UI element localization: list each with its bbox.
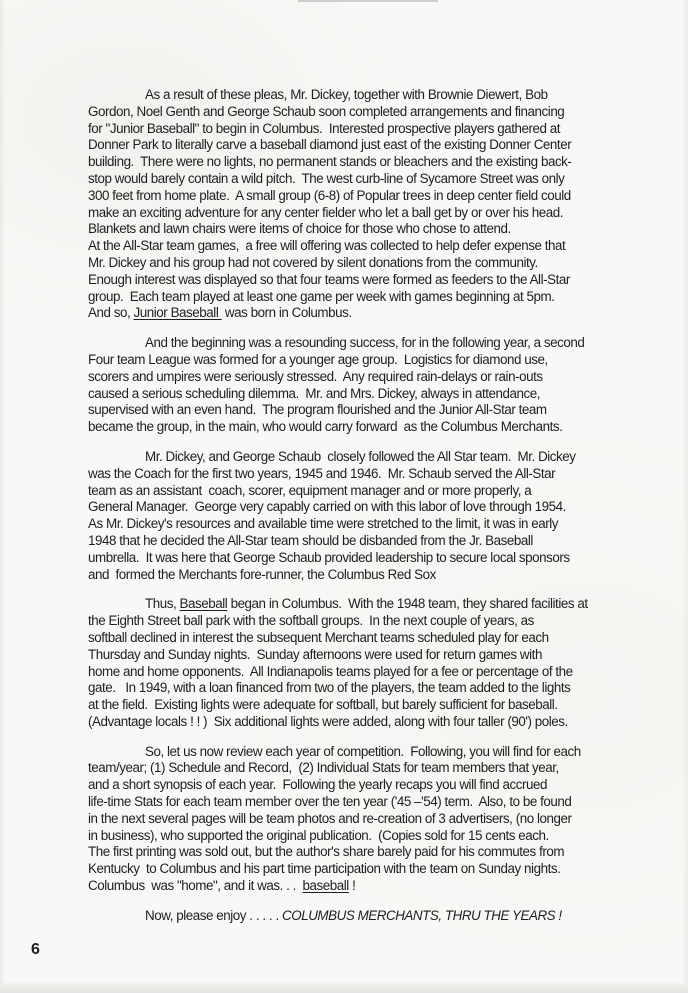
text-line (88, 104, 648, 121)
text-line (88, 289, 648, 306)
text-line (88, 664, 648, 681)
text-segment: COLUMBUS MERCHANTS, THRU THE YEARS ! (282, 907, 562, 923)
text-line (88, 596, 648, 613)
scan-edge-bottom (0, 981, 688, 993)
page-number: 6 (31, 941, 40, 958)
text-line (88, 714, 648, 731)
paragraph (88, 596, 648, 730)
text-segment: was the Coach for the first two years, 1945 and 1946. Mr. Schaub served the All-Star (88, 465, 556, 481)
text-segment: ! (348, 878, 356, 894)
paragraph (88, 335, 648, 436)
text-segment: became the group, in the main, who would carry forward as the Columbus Merchants. (88, 419, 563, 435)
text-line (88, 499, 648, 516)
text-line (88, 516, 648, 533)
text-line (88, 878, 648, 895)
text-segment: Thursday and Sunday nights. Sunday afternoons were used for return games with (88, 646, 542, 662)
text-segment: stop would barely contain a wild pitch. The west curb-line of Sycamore Street was only (88, 170, 565, 186)
text-line (88, 154, 648, 171)
text-segment: team/year; (1) Schedule and Record, (2) Individual Stats for team members that year, (88, 760, 559, 776)
text-line (88, 466, 648, 483)
text-line (88, 188, 648, 205)
text-segment: The first printing was sold out, but the author's share barely paid for his commutes from (88, 844, 565, 860)
text-line (88, 386, 648, 403)
text-segment: Gordon, Noel Genth and George Schaub soon completed arrangements and financing (88, 103, 565, 119)
text-line (88, 87, 648, 104)
text-line (88, 533, 648, 550)
text-line (88, 680, 648, 697)
document-body (88, 87, 648, 938)
text-line (88, 908, 648, 925)
text-line (88, 369, 648, 386)
text-segment: Junior Baseball (133, 305, 222, 321)
text-segment: supervised with an even hand. The program flourished and the Junior All-Star team (88, 402, 547, 418)
text-segment: the Eighth Street ball park with the softball groups. In the next couple of years, as (88, 613, 534, 629)
text-line (88, 744, 648, 761)
text-line (88, 844, 648, 861)
text-line (88, 171, 648, 188)
text-line (88, 335, 648, 352)
text-line (88, 352, 648, 369)
scan-edge-left (0, 0, 5, 993)
text-segment: And so, (88, 305, 134, 321)
text-line (88, 567, 648, 584)
text-segment: Mr. Dickey and his group had not covered by silent donations from the community. (88, 254, 538, 270)
text-line (88, 272, 648, 289)
text-segment: As a result of these pleas, Mr. Dickey, together with Brownie Diewert, Bob (145, 87, 548, 102)
text-segment: baseball (302, 878, 349, 894)
text-segment: make an exciting adventure for any center fielder who let a ball get by or over his head. (88, 204, 564, 220)
text-segment: At the All-Star team games, a free will offering was collected to help defer expense that (88, 238, 566, 254)
text-segment: General Manager. George very capably carried on with this labor of love through 1954. (88, 499, 566, 515)
paragraph (88, 908, 648, 925)
text-segment: Thus, (145, 596, 180, 612)
text-segment: (Advantage locals ! ! ) Six additional lights were added, along with four taller (90') poles. (88, 713, 568, 729)
text-segment: So, let us now review each year of competition. Following, you will find for each (145, 743, 581, 759)
text-line (88, 238, 648, 255)
text-segment: for "Junior Baseball" to begin in Columbus. Interested prospective players gathered at (88, 120, 561, 136)
text-line (88, 305, 648, 322)
text-segment: Mr. Dickey, and George Schaub closely followed the All Star team. Mr. Dickey (145, 448, 576, 464)
text-line (88, 550, 648, 567)
text-segment: life-time Stats for each team member over the ten year ('45 –'54) term. Also, to be found (88, 794, 572, 810)
text-segment: and a short synopsis of each year. Following the yearly recaps you will find accrued (88, 777, 547, 793)
text-segment: and formed the Merchants fore-runner, the Columbus Red Sox (88, 566, 436, 582)
text-segment: in the next several pages will be team photos and re-creation of 3 advertisers, (no longer (88, 810, 572, 826)
text-segment: home and home opponents. All Indianapolis teams played for a fee or percentage of the (88, 663, 573, 679)
text-line (88, 777, 648, 794)
text-line (88, 137, 648, 154)
text-segment: at the field. Existing lights were adequate for softball, but barely sufficient for baseball. (88, 697, 558, 713)
text-segment: Enough interest was displayed so that four teams were formed as feeders to the All-Star (88, 271, 570, 287)
text-line (88, 811, 648, 828)
text-segment: caused a serious scheduling dilemma. Mr. and Mrs. Dickey, always in attendance, (88, 385, 540, 401)
paragraph (88, 744, 648, 895)
scan-edge-right (682, 0, 688, 993)
text-segment: umbrella. It was here that George Schaub provided leadership to secure local sponsors (88, 549, 570, 565)
text-segment: began in Columbus. With the 1948 team, they shared facilities at (227, 596, 588, 612)
text-line (88, 861, 648, 878)
text-segment: group. Each team played at least one game per week with games beginning at 5pm. (88, 288, 555, 304)
paragraph (88, 87, 648, 322)
text-segment: 300 feet from home plate. A small group (6-8) of Popular trees in deep center field could (88, 187, 571, 203)
text-line (88, 419, 648, 436)
text-line (88, 760, 648, 777)
text-line (88, 630, 648, 647)
text-segment: building. There were no lights, no permanent stands or bleachers and the existing back- (88, 154, 572, 170)
text-segment: Now, please enjoy . . . . . (145, 907, 283, 923)
text-line (88, 697, 648, 714)
text-line (88, 205, 648, 222)
text-segment: Blankets and lawn chairs were items of choice for those who chose to attend. (88, 221, 511, 237)
text-segment: Baseball (179, 596, 228, 612)
text-line (88, 647, 648, 664)
text-segment: As Mr. Dickey's resources and available time were stretched to the limit, it was in early (88, 516, 559, 532)
text-line (88, 794, 648, 811)
text-line (88, 828, 648, 845)
text-segment: team as an assistant coach, scorer, equipment manager and or more properly, a (88, 482, 532, 498)
text-line (88, 221, 648, 238)
scan-artifact-top-line (298, 0, 438, 2)
text-segment: Kentucky to Columbus and his part time participation with the team on Sunday nights. (88, 861, 561, 877)
text-segment: was born in Columbus. (221, 305, 352, 321)
text-segment: Donner Park to literally carve a baseball diamond just east of the existing Donner Center (88, 137, 572, 153)
text-line (88, 402, 648, 419)
text-segment: 1948 that he decided the All-Star team should be disbanded from the Jr. Baseball (88, 532, 533, 548)
text-line (88, 449, 648, 466)
text-segment: Columbus was "home", and it was. . . (88, 878, 303, 894)
paragraph (88, 449, 648, 583)
text-line (88, 121, 648, 138)
text-segment: Four team League was formed for a younger age group. Logistics for diamond use, (88, 351, 548, 367)
text-line (88, 255, 648, 272)
text-segment: And the beginning was a resounding success, for in the following year, a second (145, 335, 585, 351)
text-line (88, 613, 648, 630)
text-segment: scorers and umpires were seriously stressed. Any required rain-delays or rain-outs (88, 368, 543, 384)
text-segment: gate. In 1949, with a loan financed from two of the players, the team added to the lights (88, 680, 571, 696)
text-line (88, 483, 648, 500)
text-segment: softball declined in interest the subsequent Merchant teams scheduled play for each (88, 629, 549, 645)
text-segment: in business), who supported the original publication. (Copies sold for 15 cents each. (88, 827, 549, 843)
